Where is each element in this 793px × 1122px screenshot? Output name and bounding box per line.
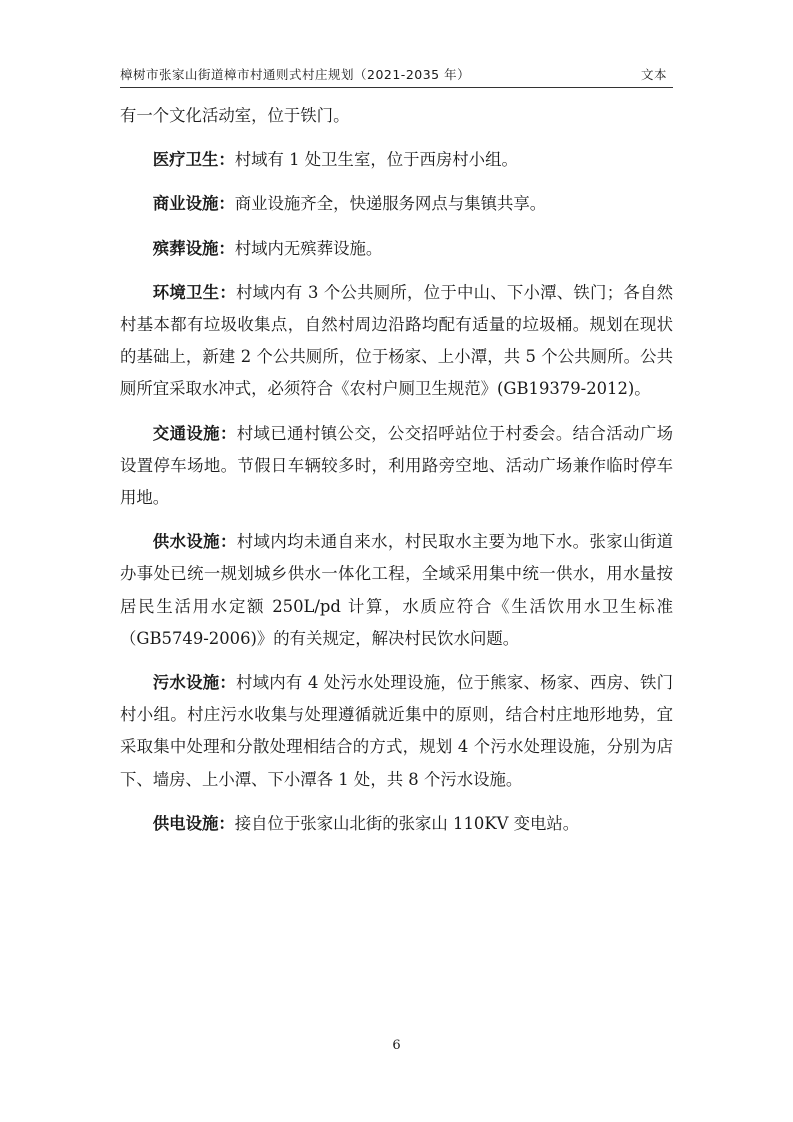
section-commercial xyxy=(120,188,673,220)
section-text: 商业设施齐全，快递服务网点与集镇共享。 xyxy=(234,194,547,214)
section-transport xyxy=(120,418,673,515)
page-header xyxy=(120,63,673,88)
section-text: 村域内有 4 处污水处理设施，位于熊家、杨家、西房、铁门村小组。村庄污水收集与处理遵循就近集中的原则，结合村庄地形地势，宜采取集中处理和分散处理相结合的方式，规划 4 个污水处理设施，分别为店下、墙房、上小潭、下小潭各 1 处，共 8 个污水设施。 xyxy=(120,673,673,789)
section-heading: 环境卫生： xyxy=(152,282,236,302)
section-power-supply xyxy=(120,808,673,840)
section-heading: 供水设施： xyxy=(152,532,237,552)
document-title: 樟树市张家山街道樟市村通则式村庄规划（2021-2035 年） xyxy=(120,67,471,82)
document-body xyxy=(120,100,673,852)
document-type-label: 文本 xyxy=(640,67,667,82)
section-text: 村域内有 3 个公共厕所，位于中山、下小潭、铁门；各自然村基本都有垃圾收集点，自然村周边沿路均配有适量的垃圾桶。规划在现状的基础上，新建 2 个公共厕所，位于杨家、上小潭，共 5 个公共厕所。公共厕所宜采取水冲式，必须符合《农村户厕卫生规范》(GB19379-2012)。 xyxy=(120,282,673,399)
intro-continuation: 有一个文化活动室，位于铁门。 xyxy=(120,106,350,125)
section-funeral xyxy=(120,233,673,265)
section-sanitation xyxy=(120,277,673,406)
section-text: 接自位于张家山北街的张家山 110KV 变电站。 xyxy=(234,813,580,833)
section-water-supply xyxy=(120,526,673,655)
section-heading: 污水设施： xyxy=(152,673,236,693)
section-heading: 供电设施： xyxy=(152,813,235,833)
section-text: 村域已通村镇公交，公交招呼站位于村委会。结合活动广场设置停车场地。节假日车辆较多时，利用路旁空地、活动广场兼作临时停车用地。 xyxy=(120,423,673,508)
section-sewage xyxy=(120,667,673,796)
section-text: 村域内均未通自来水，村民取水主要为地下水。张家山街道办事处已统一规划城乡供水一体化工程，全域采用集中统一供水，用水量按居民生活用水定额 250L/pd 计算，水质应符合《生活饮用水卫生标准（GB5749-2006)》的有关规定，解决村民饮水问题。 xyxy=(120,532,673,648)
section-text: 村域内无殡葬设施。 xyxy=(234,238,383,258)
page-number: 6 xyxy=(392,1038,401,1053)
section-heading: 医疗卫生： xyxy=(152,150,235,170)
section-text: 村域有 1 处卫生室，位于西房村小组。 xyxy=(234,150,518,170)
section-heading: 交通设施： xyxy=(152,423,237,443)
section-heading: 殡葬设施： xyxy=(152,238,235,258)
section-heading: 商业设施： xyxy=(152,194,235,214)
section-medical xyxy=(120,144,673,176)
